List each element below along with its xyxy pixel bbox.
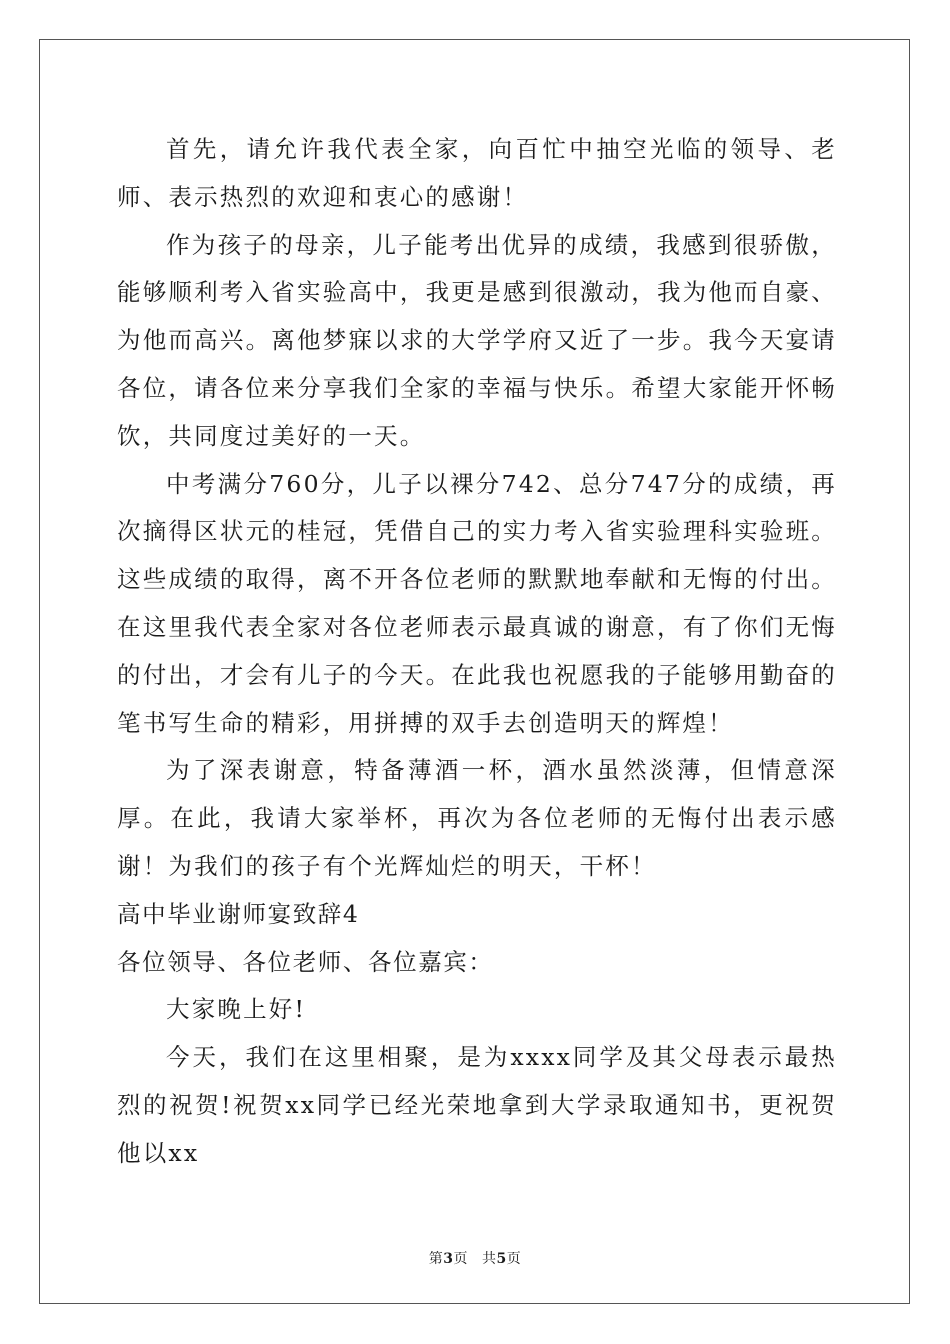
salutation: 各位领导、各位老师、各位嘉宾： <box>117 947 494 976</box>
footer-prefix: 第 <box>428 1251 444 1267</box>
paragraph-scores: 中考满分760分，儿子以裸分742、总分747分的成绩，再次摘得区状元的桂冠，凭借自己的实力考入省实验理科实验班。这些成绩的取得，离不开各位老师的默默地奉献和无悔的付出。在这里我代表全家对各位老师表示最真诚的谢意，有了你们无悔的付出，才会有儿子的今天。在此我也祝愿我的子能够用勤奋的笔书写生命的精彩，用拼搏的双手去创造明天的辉煌！ <box>117 469 837 737</box>
footer-total-unit: 页 <box>506 1251 522 1267</box>
paragraph-mother: 作为孩子的母亲，儿子能考出优异的成绩，我感到很骄傲，能够顺利考入省实验高中，我更是感到很激动，我为他而自豪、为他而高兴。离他梦寐以求的大学学府又近了一步。我今天宴请各位，请各位来分享我们全家的幸福与快乐。希望大家能开怀畅饮，共同度过美好的一天。 <box>117 230 837 450</box>
paragraph-congratulations: 今天，我们在这里相聚，是为xxxx同学及其父母表示最热烈的祝贺!祝贺xx同学已经光荣地拿到大学录取通知书，更祝贺他以xx <box>117 1043 837 1167</box>
section-title: 高中毕业谢师宴致辞4 <box>117 899 360 928</box>
paragraph-welcome: 首先，请允许我代表全家，向百忙中抽空光临的领导、老师、表示热烈的欢迎和衷心的感谢！ <box>117 135 837 211</box>
footer-total-pages: 5 <box>496 1251 507 1267</box>
page-footer <box>0 1248 950 1268</box>
footer-total-prefix: 共 <box>482 1251 497 1267</box>
footer-page-unit: 页 <box>453 1251 468 1267</box>
greeting: 大家晚上好! <box>166 995 307 1024</box>
paragraph-toast: 为了深表谢意，特备薄酒一杯，酒水虽然淡薄，但情意深厚。在此，我请大家举杯，再次为各位老师的无悔付出表示感谢！为我们的孩子有个光辉灿烂的明天，干杯！ <box>117 756 837 880</box>
document-body <box>117 126 837 1178</box>
footer-current-page: 3 <box>443 1251 454 1267</box>
